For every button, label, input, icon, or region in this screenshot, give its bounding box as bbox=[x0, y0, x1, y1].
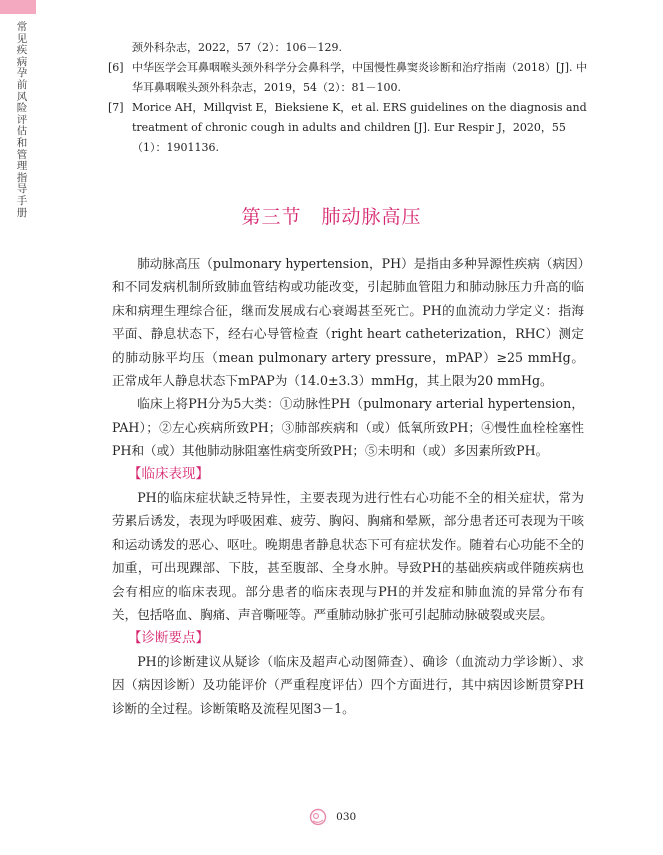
body-text bbox=[112, 252, 584, 720]
paragraph-diagnosis: PH的诊断建议从疑诊（临床及超声心动图筛查）、确诊（血流动力学诊断）、求因（病因诊断）及功能评价（严重程度评估）四个方面进行，其中病因诊断贯穿PH诊断的全过程。诊断策略及流程见图3－1。 bbox=[112, 653, 584, 716]
reference-item bbox=[108, 98, 592, 158]
heading-clinical-manifestations: 【临床表现】 bbox=[128, 465, 209, 482]
reference-text: Morice AH，Millqvist E，Bieksiene K，et al. ERS guidelines on the diagnosis and treatment of chronic cough in adults and children [J]. Eur Respir J，2020，55（1）：1901136. bbox=[132, 101, 587, 154]
corner-tab bbox=[0, 0, 36, 14]
paragraph-definition: 肺动脉高压（pulmonary hypertension，PH）是指由多种异源性疾病（病因）和不同发病机制所致肺血管结构或功能改变，引起肺血管阻力和肺动脉压力升高的临床和病理生理综合征，继而发展成右心衰竭甚至死亡。PH的血流动力学定义：指海平面、静息状态下，经右心导管检查（right heart catheterization，RHC）测定的肺动脉平均压（mean pulmonary artery pressure，mPAP）≥25 mmHg。正常成年人静息状态下mPAP为（14.0±3.3）mmHg，其上限为20 mmHg。 bbox=[112, 256, 584, 389]
reference-text: 颈外科杂志，2022，57（2）：106－129. bbox=[132, 41, 342, 54]
page-footer bbox=[0, 808, 663, 826]
section-title: 第三节 肺动脉高压 bbox=[241, 206, 422, 228]
reference-text: 中华医学会耳鼻咽喉头颈外科学分会鼻科学，中国慢性鼻窦炎诊断和治疗指南（2018）[J]. 中华耳鼻咽喉头颈外科杂志，2019，54（2）：81－100. bbox=[132, 61, 587, 94]
heading-diagnosis-points: 【诊断要点】 bbox=[128, 629, 209, 646]
baby-logo-icon bbox=[307, 808, 329, 826]
paragraph-classification: 临床上将PH分为5大类：①动脉性PH（pulmonary arterial hypertension，PAH）；②左心疾病所致PH；③肺部疾病和（或）低氧所致PH；④慢性血栓栓塞性PH和（或）其他肺动脉阻塞性病变所致PH；⑤未明和（或）多因素所致PH。 bbox=[112, 396, 584, 459]
reference-number: [6] bbox=[108, 61, 124, 74]
page-number: 030 bbox=[336, 811, 357, 823]
paragraph-clinical-manifestations: PH的临床症状缺乏特异性，主要表现为进行性右心功能不全的相关症状，常为劳累后诱发，表现为呼吸困难、疲劳、胸闷、胸痛和晕厥，部分患者还可表现为干咳和运动诱发的恶心、呕吐。晚期患者静息状态下可有症状发作。随着右心功能不全的加重，可出现踝部、下肢，甚至腹部、全身水肿。导致PH的基础疾病或伴随疾病也会有相应的临床表现。部分患者的临床表现与PH的并发症和肺血流的异常分布有关，包括咯血、胸痛、声音嘶哑等。严重肺动脉扩张可引起肺动脉破裂或夹层。 bbox=[112, 490, 584, 623]
reference-number: [7] bbox=[108, 101, 124, 114]
reference-list bbox=[108, 38, 592, 158]
reference-item bbox=[108, 38, 592, 58]
reference-item bbox=[108, 58, 592, 98]
book-side-title: 常见疾病孕前风险评估和管理指导手册 bbox=[16, 21, 28, 219]
